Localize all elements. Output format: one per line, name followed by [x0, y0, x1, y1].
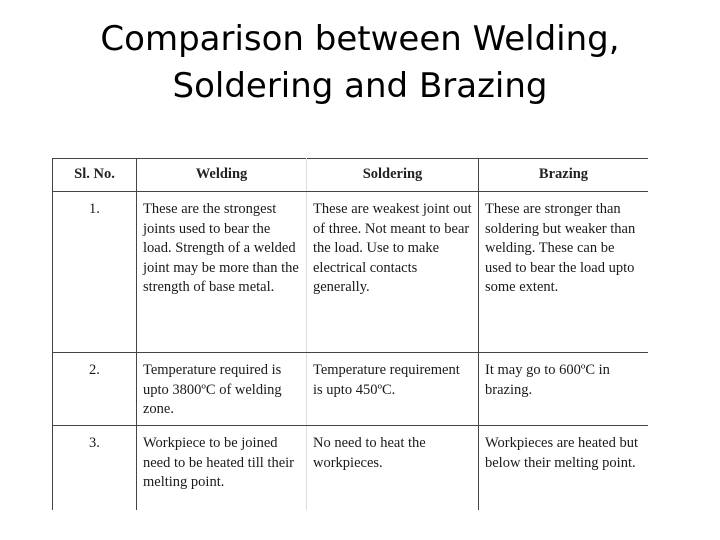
- cell-brazing: Workpieces are heated but below their melting point.: [479, 426, 649, 511]
- cell-soldering: These are weakest joint out of three. Not meant to bear the load. Use to make electrical contacts generally.: [307, 192, 479, 353]
- cell-welding: These are the strongest joints used to bear the load. Strength of a welded joint may be more than the strength of base metal.: [137, 192, 307, 353]
- cell-welding: Temperature required is upto 3800ºC of welding zone.: [137, 353, 307, 426]
- cell-sl-no: 1.: [53, 192, 137, 353]
- slide-title: [0, 16, 720, 110]
- cell-soldering: No need to heat the workpieces.: [307, 426, 479, 511]
- table-row: [53, 192, 649, 353]
- slide-title-line-1: Comparison between Welding,: [100, 19, 620, 59]
- cell-brazing: It may go to 600ºC in brazing.: [479, 353, 649, 426]
- comparison-table-container: [52, 158, 648, 510]
- cell-sl-no: 3.: [53, 426, 137, 511]
- slide-title-line-2: Soldering and Brazing: [172, 66, 548, 106]
- cell-soldering: Temperature requirement is upto 450ºC.: [307, 353, 479, 426]
- header-welding: Welding: [137, 159, 307, 192]
- cell-sl-no: 2.: [53, 353, 137, 426]
- header-sl-no: Sl. No.: [53, 159, 137, 192]
- header-brazing: Brazing: [479, 159, 649, 192]
- header-soldering: Soldering: [307, 159, 479, 192]
- cell-welding: Workpiece to be joined need to be heated till their melting point.: [137, 426, 307, 511]
- comparison-table: [52, 158, 648, 510]
- table-row: [53, 426, 649, 511]
- table-header-row: [53, 159, 649, 192]
- table-row: [53, 353, 649, 426]
- cell-brazing: These are stronger than soldering but weaker than welding. These can be used to bear the load upto some extent.: [479, 192, 649, 353]
